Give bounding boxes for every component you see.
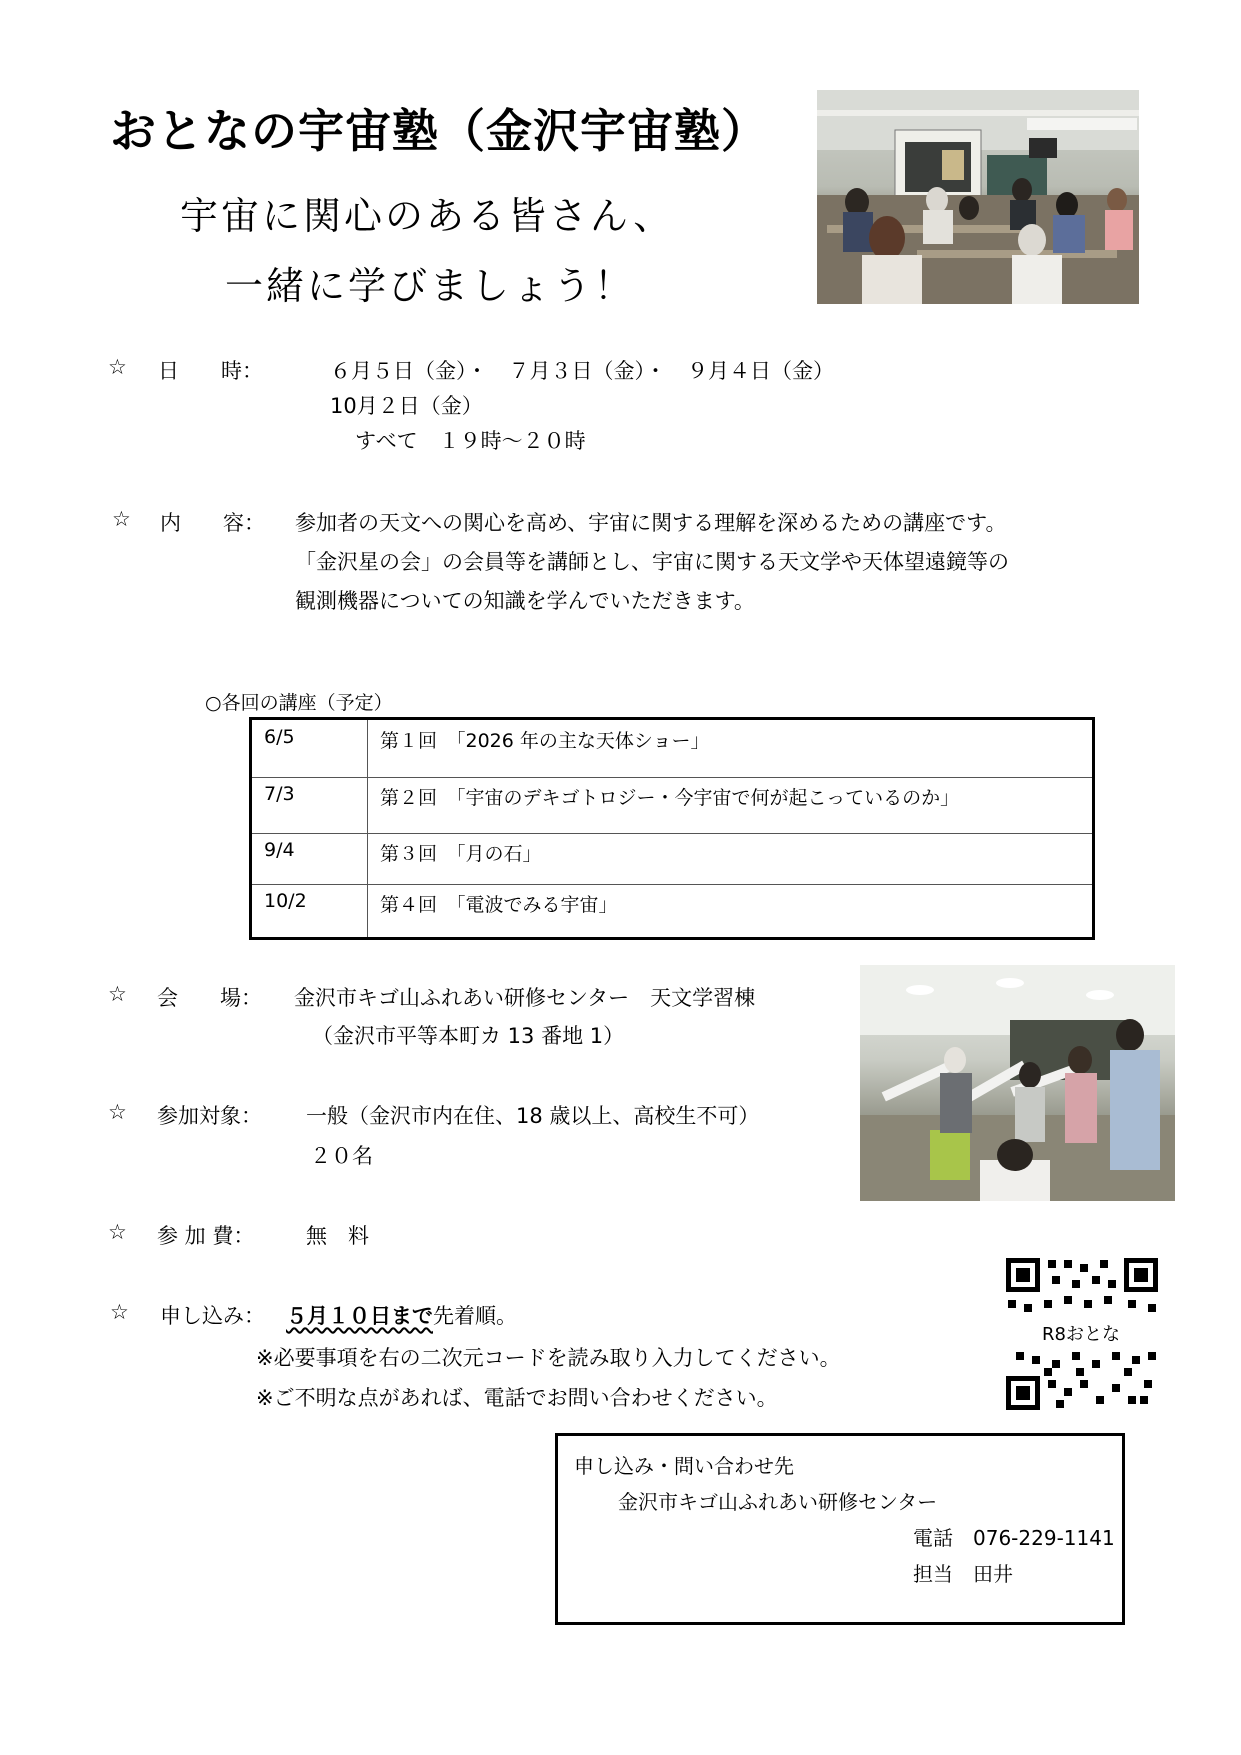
venue-line-1: 金沢市キゴ山ふれあい研修センター 天文学習棟 [294, 986, 756, 1010]
venue-star-icon: ☆ [108, 982, 127, 1006]
target-label: 参加対象： [157, 1104, 262, 1128]
page-title: おとなの宇宙塾（金沢宇宙塾） [110, 104, 768, 158]
venue-line-2: （金沢市平等本町カ 13 番地 1） [312, 1024, 625, 1048]
apply-star-icon: ☆ [110, 1300, 129, 1324]
contact-box [555, 1433, 1125, 1625]
qr-code[interactable] [1004, 1256, 1160, 1412]
table-row [252, 884, 1092, 937]
apply-note-1: ※必要事項を右の二次元コードを読み取り入力してください。 [256, 1346, 841, 1370]
subtitle-line-2: 一緒に学びましょう！ [225, 264, 636, 308]
content-line-3: 観測機器についての知識を学んでいただきます。 [295, 589, 755, 613]
apply-deadline: ５月１０日まで [286, 1304, 433, 1328]
contact-org: 金沢市キゴ山ふれあい研修センター [618, 1490, 938, 1514]
fee-value: 無 料 [306, 1224, 369, 1248]
target-line-2: ２０名 [310, 1144, 373, 1168]
fee-star-icon: ☆ [108, 1220, 127, 1244]
schedule-title: 第３回 「月の石」 [380, 843, 542, 865]
target-line-1: 一般（金沢市内在住、18 歳以上、高校生不可） [306, 1104, 760, 1128]
schedule-date: 9/4 [264, 839, 295, 861]
venue-label: 会 場： [157, 986, 262, 1010]
schedule-heading: ○各回の講座（予定） [205, 692, 393, 714]
schedule-title: 第２回 「宇宙のデキゴトロジー・今宇宙で何が起こっているのか」 [380, 787, 960, 809]
date-star-icon: ☆ [108, 355, 127, 379]
schedule-table [249, 717, 1095, 940]
apply-deadline-line [286, 1300, 517, 1330]
telescope-photo-illustration [860, 965, 1175, 1201]
apply-note-2: ※ご不明な点があれば、電話でお問い合わせください。 [256, 1386, 778, 1410]
content-line-1: 参加者の天文への関心を高め、宇宙に関する理解を深めるための講座です。 [295, 511, 1007, 535]
table-row [252, 833, 1092, 885]
contact-heading: 申し込み・問い合わせ先 [574, 1454, 794, 1478]
content-line-2: 「金沢星の会」の会員等を講師とし、宇宙に関する天文学や天体望遠鏡等の [295, 550, 1009, 574]
content-label: 内 容： [160, 511, 265, 535]
lecture-photo-illustration [817, 90, 1139, 304]
contact-person: 担当 田井 [913, 1562, 1013, 1586]
date-label: 日 時： [158, 359, 263, 383]
date-line-2: 10月２日（金） [330, 394, 483, 418]
subtitle-line-1: 宇宙に関心のある皆さん、 [180, 194, 675, 238]
date-line-3: すべて １９時～２０時 [355, 429, 586, 453]
fee-label: 参 加 費： [157, 1224, 255, 1248]
lecture-photo [817, 90, 1139, 304]
content-star-icon: ☆ [112, 507, 131, 531]
schedule-date: 7/3 [264, 783, 295, 805]
apply-suffix: 先着順。 [433, 1304, 517, 1328]
telescope-photo [860, 965, 1175, 1201]
table-row [252, 720, 1092, 778]
schedule-date: 6/5 [264, 726, 295, 748]
target-star-icon: ☆ [108, 1100, 127, 1124]
contact-phone: 電話 076-229-1141 [913, 1526, 1115, 1550]
table-row [252, 777, 1092, 834]
qr-label: R8おとな [1042, 1324, 1120, 1345]
schedule-title: 第４回 「電波でみる宇宙」 [380, 894, 618, 916]
schedule-date: 10/2 [264, 890, 307, 912]
date-line-1: ６月５日（金）・ ７月３日（金）・ ９月４日（金） [330, 359, 834, 383]
schedule-title: 第１回 「2026 年の主な天体ショー」 [380, 730, 710, 752]
apply-label: 申し込み： [160, 1304, 265, 1328]
